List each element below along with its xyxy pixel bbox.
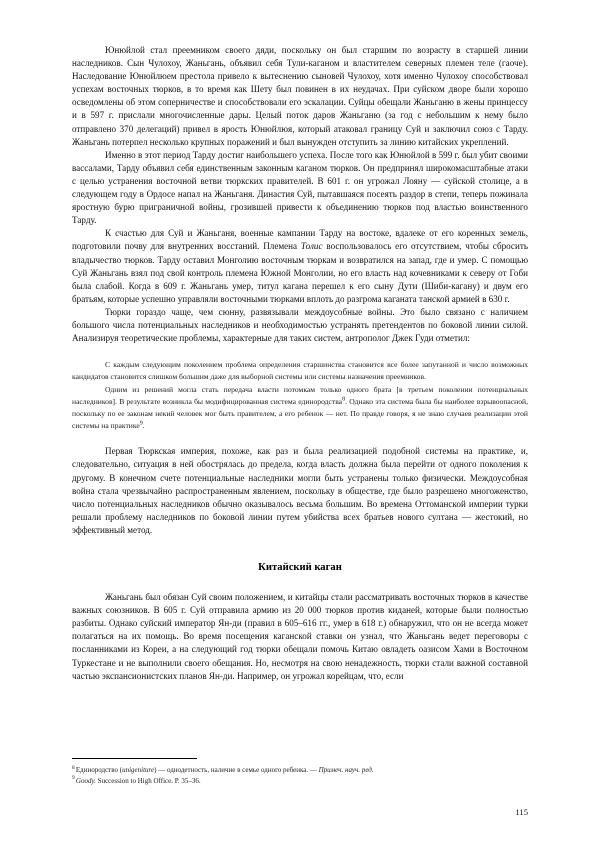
paragraph-3-after-italic: воспользовалось его отсутствием, чтобы сбросить владычество тюрков. Тарду оставил Монголию восточным тюркам и возвратился на запад, где и умер. С помощью Суй Жаньгань взял под свой контроль племена Южной Монголии, но его власть над кочевниками к северу от Гоби была слабой. Когда в 609 г. Жаньгань умер, титул кагана перешел к его сыну Дути (Шиби-кагану) и двум его братьям, которые успешно управляли восточными тюрками вплоть до разгрома каганата танской армией в 630 г.	[72, 241, 528, 304]
text-column	[72, 44, 528, 683]
footnote-8-italic-unigeniture: unigeniture	[122, 766, 155, 774]
paragraph-6: Жаньгань был обязан Суй своим положением, и китайцы стали рассматривать восточных тюрков в качестве важных союзников. В 605 г. Суй отправила армию из 20 000 тюрков против киданей, которые были полностью разбиты. Однако суйский император Ян-ди (правил в 605–616 гг., умер в 618 г.) обнаружил, что он не всегда может полагаться на их помощь. Во время посещения каганской ставки он узнал, что Жаньгань ведет переговоры с посланниками из Кореи, а на следующий год тюрки обещали помочь Китаю овладеть оазисом Хами в Восточном Туркестане и не выполнили своего обещания. Но, несмотря на свою ненадежность, тюрки стали важной составной частью экспансионистских планов Ян-ди. Например, он угрожал корейцам, что, если	[72, 592, 528, 681]
section-heading: Китайский каган	[258, 562, 342, 574]
paragraph-3-before-italic: К счастью для Суй и Жаньганя, военные кампании Тарду на востоке, вдалеке от его коренных земель, подготовили почву для внутренних восстаний. Племена	[72, 228, 528, 252]
footnote-8-part-2: ) — однодетность, наличие в семье одного ребенка. —	[154, 766, 319, 774]
footnotes-area	[72, 758, 528, 786]
footnote-9-part-1: Succession to High Office. P. 35–36.	[95, 776, 201, 785]
blockquote	[72, 359, 528, 432]
footnote-9	[72, 776, 528, 786]
italic-term-tolis: Толис	[300, 241, 323, 252]
footnote-ref-9[interactable]: 9	[139, 420, 143, 427]
quote-spacer-top	[72, 345, 528, 349]
footnote-8-italic-editor-note: Примеч. науч. ред.	[318, 766, 374, 774]
footnote-ref-8[interactable]: 8	[342, 396, 346, 403]
quote-part-3: .	[142, 421, 145, 431]
footnote-9-italic-author: Goody.	[75, 776, 96, 785]
paragraph-5: Первая Тюркская империя, похоже, как раз и была реализацией подобной системы на практике, и, следовательно, ситуация в ней обострялась до предела, когда власть должна была перейти от одного поколения к другому. В конечном счете потенциальные наследники могли быть устранены только физически. Междоусобная война стала чрезвычайно распространенным явлением, поскольку в обществе, где было разрешено многоженство, число потенциальных наследников обычно оказывалось весьма большим. Во времена Оттоманской империи турки решали проблему наследников по боковой линии путем убийства всех братьев нового султана — жестокий, но эффективный метод.	[72, 446, 528, 535]
heading-spacer-bottom	[72, 575, 528, 591]
paragraph-4: Тюрки гораздо чаще, чем сюнну, развязывали междоусобные войны. Это было связано с наличием большого числа потенциальных наследников и необходимостью устранять претендентов по боковой линии силой. Анализируя теоретические проблемы, характерные для таких систем, антрополог Джек Гуди отметил:	[72, 306, 528, 344]
footnote-number-8: 8	[72, 764, 75, 771]
quote-part-1: Одним из решений могла стать передача власти потомкам только одного брата [в третьем поколении потенциальных наследников]. В результате возникла бы модифицированная система единородства	[72, 384, 528, 406]
footnote-separator-rule	[72, 758, 197, 759]
footnote-number-9: 9	[72, 775, 75, 782]
quote-paragraph-2	[72, 384, 528, 433]
quote-spacer-bottom	[72, 432, 528, 445]
footnote-8-part-1: Единородство (	[75, 766, 123, 774]
quote-paragraph-1: С каждым следующим поколением проблема определения старшинства становится все более запутанной и число возможных кандидатов становится слишком большим даже для выборной системы или системы назначения преемников.	[72, 360, 528, 382]
footnote-8	[72, 765, 528, 775]
quote-part-2: . Однако эта система была бы наиболее взрывоопасной, поскольку по ее законам некий человек мог быть правителем, а его ребенок — нет. По правде говоря, я не знаю случаев реализации этой системы на практике	[72, 396, 528, 431]
paragraph-3	[72, 227, 528, 306]
page-number: 115	[515, 807, 528, 817]
heading-spacer-top	[72, 537, 528, 561]
paragraph-1: Юнюйлой стал преемником своего дяди, поскольку он был старшим по возрасту в старшей линии наследников. Сын Чулохоу, Жаньгань, объявил себя Тули-каганом и властителем северных племен теле (гаоче). Наследование Юнюйлюем престола привело к вытеснению сыновей Чулохоу, хотя именно Чулохоу способствовал успехам восточных тюрков, в то время как Шету был повинен в их неудачах. При суйском дворе были хорошо осведомлены об этом соперничестве и способствовали его эскалации. Суйцы обещали Жаньганю в жены принцессу и в 597 г. прислали многочисленные дары. Целый поток даров Жаньганю (за год с небольшим к нему было отправлено 370 делегаций) привел в ярость Юнюйлюя, который атаковал границу Суй и заключил союз с Тарду. Жаньгань потерпел несколько крупных поражений и был вынужден отступить за линию китайских укреплений.	[72, 45, 528, 147]
paragraph-2: Именно в этот период Тарду достиг наибольшего успеха. После того как Юнюйлой в 599 г. был убит своими вассалами, Тарду объявил себя единственным законным каганом тюрков. Он предпринял широкомасштабные атаки с целью устранения восточной ветви тюркских правителей. В 601 г. он угрожал Лояну — суйской столице, а в следующем году в Ордосе напал на Жаньганя. Династия Суй, пытавшаяся посеять раздор в степи, теперь пожинала яростную бурю приграничной войны, грозившей привести к объединению тюрков под властью воинственного Тарду.	[72, 149, 528, 226]
